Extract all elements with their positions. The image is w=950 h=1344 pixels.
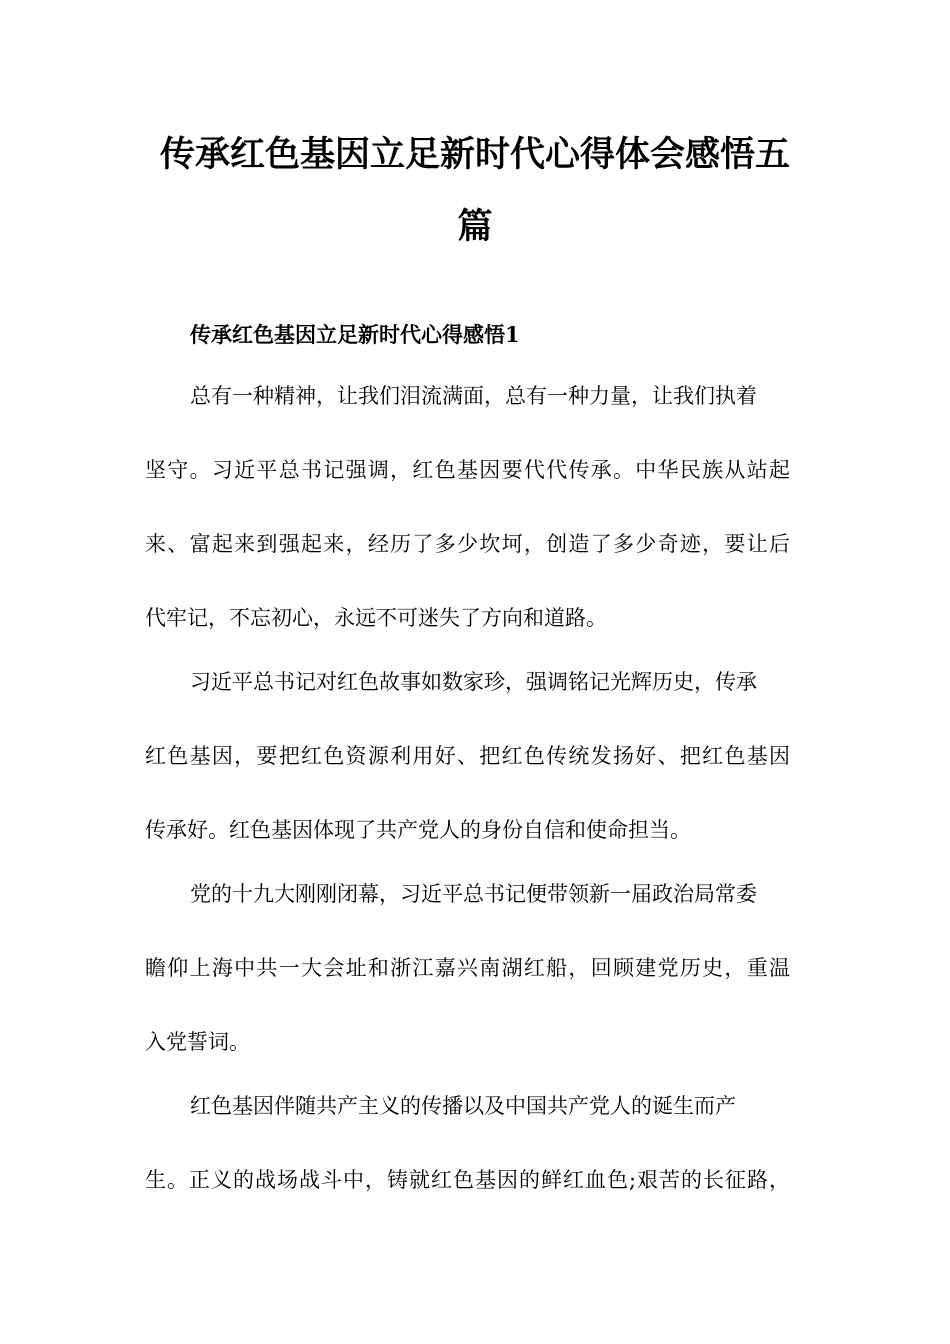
paragraph-4-line-2: 生。正义的战场战斗中，铸就红色基因的鲜红血色;艰苦的长征路， [145, 1168, 790, 1192]
paragraph-2-line-1: 习近平总书记对红色故事如数家珍，强调铭记光辉历史，传承 [190, 670, 757, 694]
paragraph-3-line-3: 入党誓词。 [145, 1030, 250, 1054]
paragraph-3-line-2: 瞻仰上海中共一大会址和浙江嘉兴南湖红船，回顾建党历史，重温 [145, 956, 790, 980]
paragraph-1-line-1: 总有一种精神，让我们泪流满面，总有一种力量，让我们执着 [190, 384, 757, 408]
document-title-line-1: 传承红色基因立足新时代心得体会感悟五 [159, 134, 790, 175]
paragraph-4-line-1: 红色基因伴随共产主义的传播以及中国共产党人的诞生而产 [190, 1094, 736, 1118]
paragraph-1-line-3: 来、富起来到强起来，经历了多少坎坷，创造了多少奇迹，要让后 [145, 532, 790, 556]
section-heading: 传承红色基因立足新时代心得感悟1 [190, 322, 520, 347]
paragraph-2-line-2: 红色基因，要把红色资源利用好、把红色传统发扬好、把红色基因 [145, 744, 790, 768]
document-title-line-2: 篇 [457, 206, 493, 247]
paragraph-2-line-3: 传承好。红色基因体现了共产党人的身份自信和使命担当。 [145, 818, 691, 842]
paragraph-1-line-4: 代牢记，不忘初心，永远不可迷失了方向和道路。 [145, 606, 607, 630]
paragraph-3-line-1: 党的十九大刚刚闭幕，习近平总书记便带领新一届政治局常委 [190, 882, 757, 906]
paragraph-1-line-2: 坚守。习近平总书记强调，红色基因要代代传承。中华民族从站起 [145, 458, 790, 482]
